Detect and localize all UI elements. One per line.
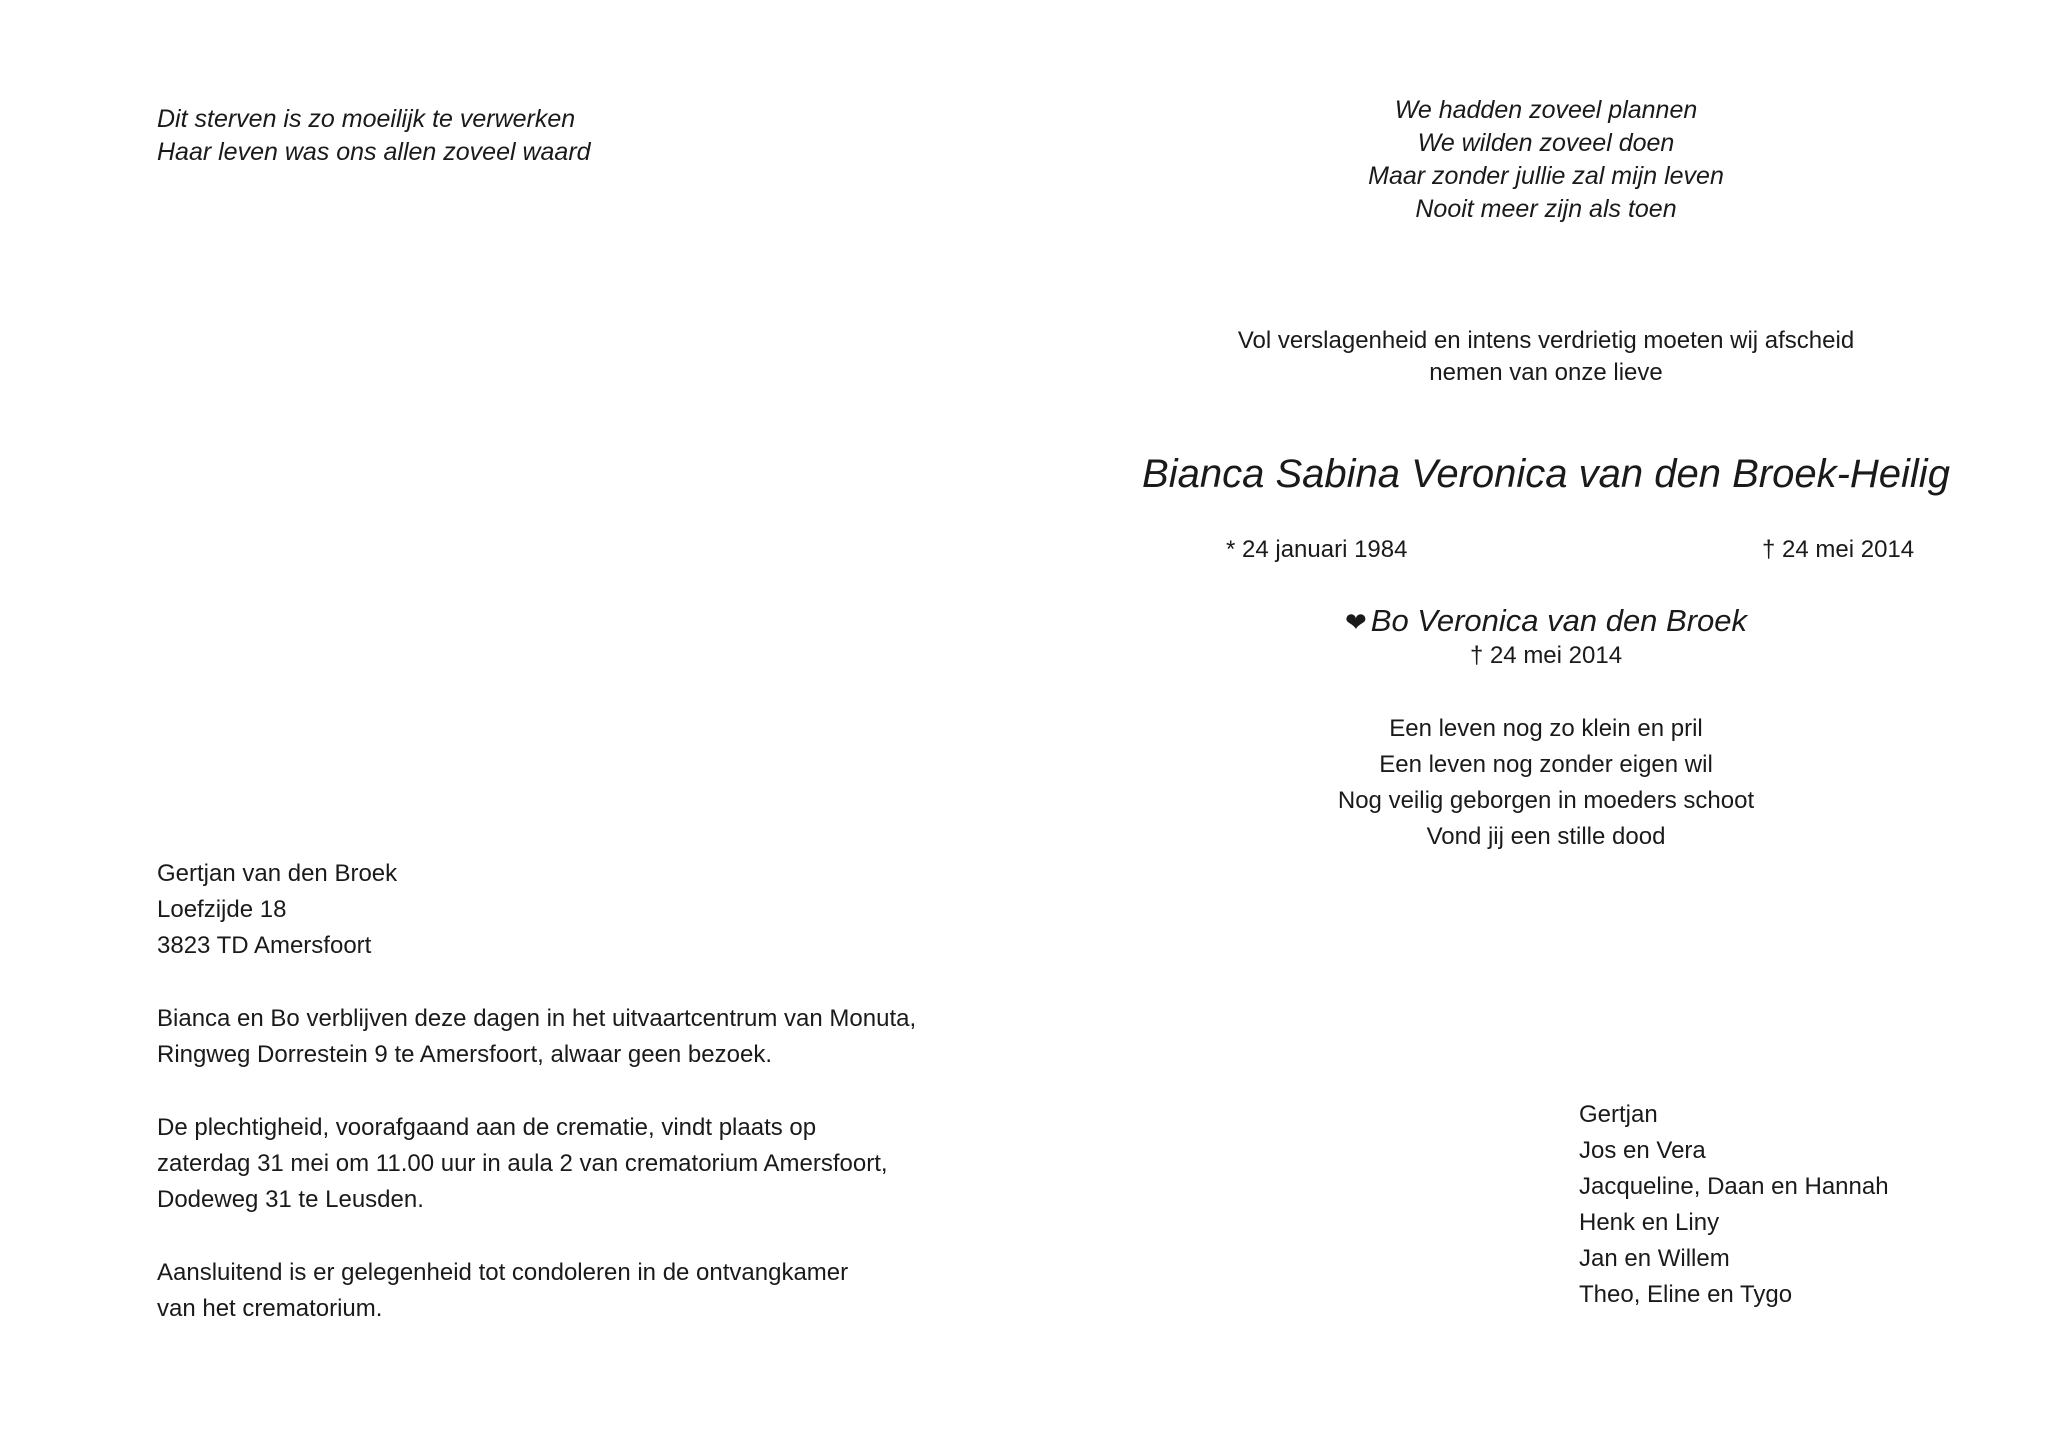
poem-line: Haar leven was ons allen zoveel waard	[157, 138, 591, 166]
poem-line: Nooit meer zijn als toen	[1415, 195, 1677, 223]
paragraph-line: Dodeweg 31 te Leusden.	[157, 1186, 424, 1213]
poem-line: Maar zonder jullie zal mijn leven	[1368, 162, 1724, 190]
child-name-line	[1136, 601, 1956, 642]
announcement-intro	[1136, 325, 1956, 389]
paragraph-line: Aansluitend is er gelegenheid tot condoleren in de ontvangkamer	[157, 1259, 849, 1286]
poem-line: We wilden zoveel doen	[1417, 129, 1675, 157]
condolence-paragraph	[157, 1255, 848, 1327]
family-member: Jacqueline, Daan en Hannah	[1579, 1173, 1889, 1200]
paragraph-line: zaterdag 31 mei om 11.00 uur in aula 2 van crematorium Amersfoort,	[157, 1150, 888, 1177]
poem-line: Een leven nog zonder eigen wil	[1379, 751, 1713, 778]
address-name: Gertjan van den Broek	[157, 860, 398, 887]
intro-line: nemen van onze lieve	[1429, 359, 1663, 386]
poem-line: Vond jij een stille dood	[1426, 823, 1666, 850]
address-postcode-city: 3823 TD Amersfoort	[157, 932, 372, 959]
intro-line: Vol verslagenheid en intens verdrietig moeten wij afscheid	[1237, 327, 1855, 354]
paragraph-line: De plechtigheid, voorafgaand aan de crematie, vindt plaats op	[157, 1114, 817, 1141]
left-poem	[157, 103, 591, 169]
family-member: Jos en Vera	[1579, 1137, 1706, 1164]
address-block	[157, 856, 397, 964]
deceased-name: Bianca Sabina Veronica van den Broek-Heilig	[1142, 452, 1950, 496]
child-name: Bo Veronica van den Broek	[1370, 603, 1748, 638]
birth-date: * 24 januari 1984	[1226, 536, 1408, 563]
child-death-date: † 24 mei 2014	[1469, 642, 1623, 669]
ceremony-paragraph	[157, 1110, 888, 1218]
paragraph-line: Bianca en Bo verblijven deze dagen in het uitvaartcentrum van Monuta,	[157, 1005, 917, 1032]
viewing-paragraph	[157, 1001, 916, 1073]
family-member: Jan en Willem	[1579, 1245, 1730, 1272]
family-list	[1579, 1097, 1889, 1313]
poem-line: Een leven nog zo klein en pril	[1389, 715, 1703, 742]
family-member: Theo, Eline en Tygo	[1579, 1281, 1793, 1308]
poem-line: Dit sterven is zo moeilijk te verwerken	[157, 105, 576, 133]
address-street: Loefzijde 18	[157, 896, 287, 923]
family-member: Henk en Liny	[1579, 1209, 1720, 1236]
family-member: Gertjan	[1579, 1101, 1658, 1128]
paragraph-line: van het crematorium.	[157, 1295, 383, 1322]
poem-line: Nog veilig geborgen in moeders schoot	[1337, 787, 1755, 814]
death-date: † 24 mei 2014	[1762, 536, 1915, 563]
child-poem	[1136, 711, 1956, 855]
heart-icon: ❤	[1344, 607, 1367, 637]
paragraph-line: Ringweg Dorrestein 9 te Amersfoort, alwaar geen bezoek.	[157, 1041, 772, 1068]
right-poem	[1136, 94, 1956, 226]
poem-line: We hadden zoveel plannen	[1394, 96, 1698, 124]
